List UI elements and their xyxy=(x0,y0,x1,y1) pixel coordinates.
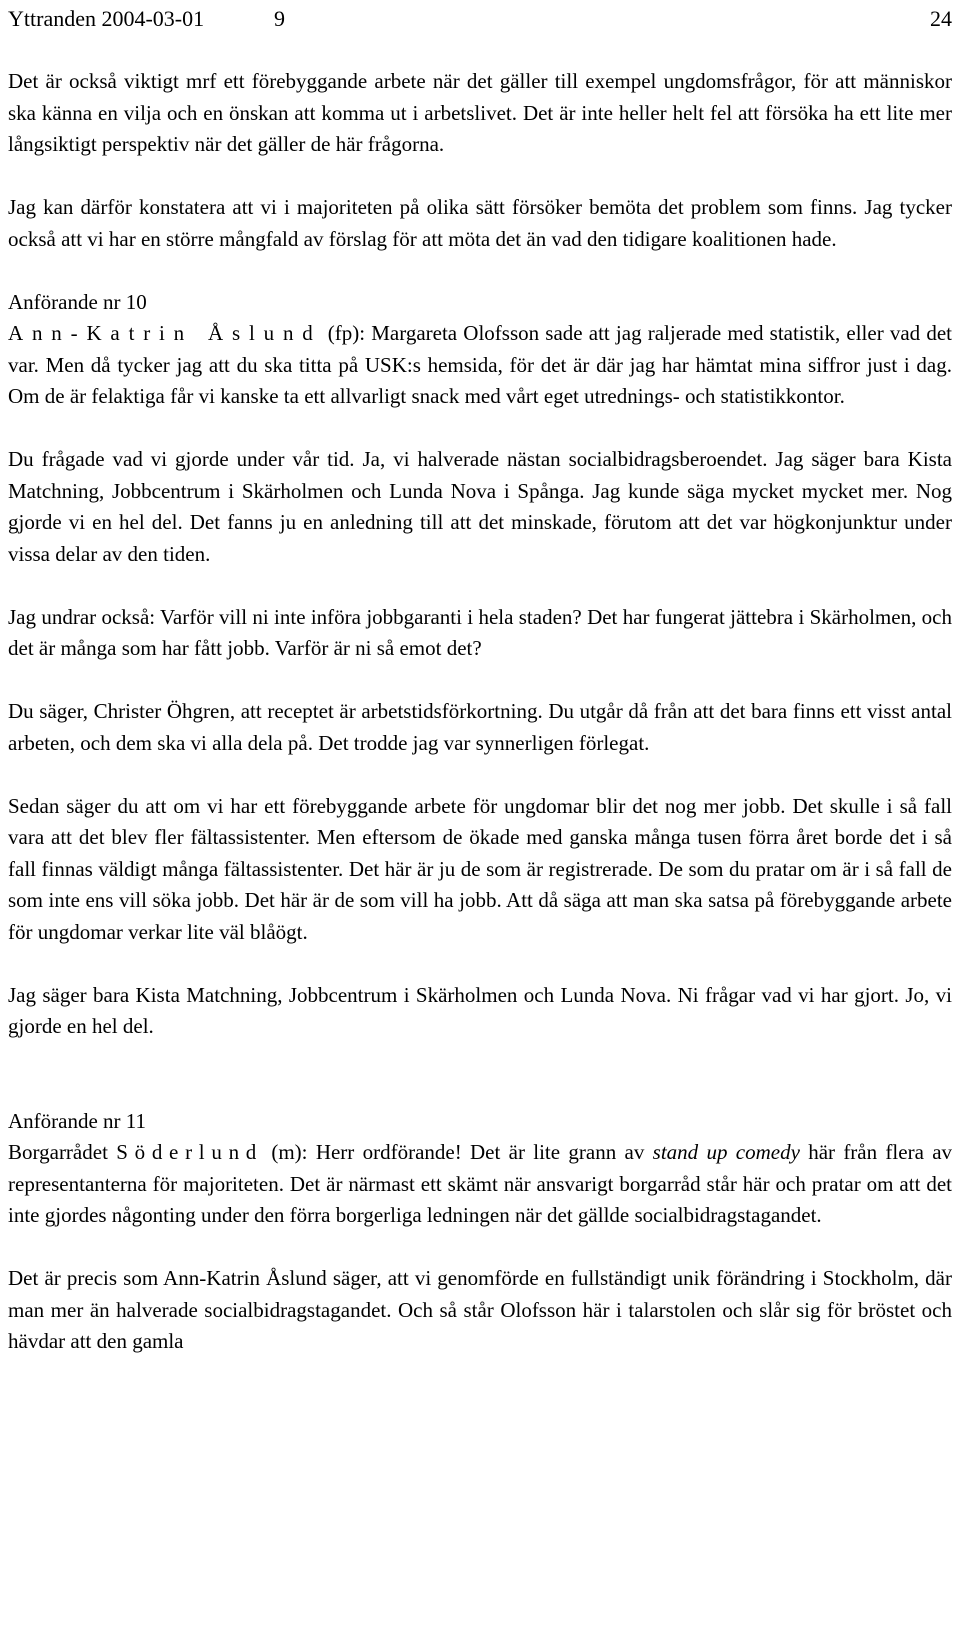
speech-11-paragraph-2: Det är precis som Ann-Katrin Åslund säger, att vi genomförde en fullständigt unik förändring i Stockholm, där man mer än halverade socialbidragstagandet. Och så står Olofsson här i talarstolen och slår sig för bröstet och hävdar att den gamla xyxy=(8,1266,952,1353)
header-date: Yttranden 2004-03-01 xyxy=(8,6,205,31)
speech-10-party: (fp): xyxy=(321,321,372,345)
speech-10-paragraph-2: Du frågade vad vi gjorde under vår tid. Ja, vi halverade nästan socialbidragsberoendet. Jag säger bara Kista Matchning, Jobbcentrum i Skärholmen och Lunda Nova i Spånga. Jag kunde säga mycket mycket mer. Nog gjorde vi en hel del. Det fanns ju en anledning till att det minskade, förutom att det var högkonjunktur under vissa delar av den tiden. xyxy=(8,447,952,566)
speech-10-paragraph-3: Jag undrar också: Varför vill ni inte införa jobbgaranti i hela staden? Det har fungerat jättebra i Skärholmen, och det är många som har fått jobb. Varför är ni så emot det? xyxy=(8,604,952,660)
speech-11-text-1b: här från flera av representanterna för majoriteten. Det är närmast ett skämt när ansvarigt borgarråd står här och pratar om att det inte gjordes någonting under den förra borgerliga ledningen när det gällde socialbidragstagandet. xyxy=(8,1140,953,1227)
speech-11-speaker: Söderlund xyxy=(116,1140,264,1164)
document-body xyxy=(8,66,952,1358)
speech-11-text-1a: Herr ordförande! Det är lite grann av xyxy=(315,1140,653,1164)
speech-10-text-1: Margareta Olofsson sade att jag raljerade med statistik, eller vad det var. Men då tycker jag att du ska titta på USK:s hemsida, för det är där jag har hämtat mina siffror just i dag. Om de är felaktiga får vi kanske ta ett allvarligt snack med vårt eget utrednings- och statistikkontor. xyxy=(8,321,953,408)
header-page-number: 9 xyxy=(274,6,285,31)
speech-10-paragraph-5: Sedan säger du att om vi har ett förebyggande arbete för ungdomar blir det nog mer jobb. Det skulle i så fall vara att det blev fler fältassistenter. Men eftersom de ökade med ganska många tusen förra året borde det i så fall finnas väldigt många fältassistenter. Det här är ju de som är registrerade. De som du pratar om är i så fall de som inte ens vill söka jobb. Det här är de som vill ha jobb. Att då säga att man ska satsa på förebyggande arbete för ungdomar verkar lite väl blåögt. xyxy=(8,793,952,944)
paragraph-conclusion: Jag kan därför konstatera att vi i majoriteten på olika sätt försöker bemöta det problem som finns. Jag tycker också att vi har en större mångfald av förslag för att möta det än vad den tidigare koalitionen hade. xyxy=(8,195,952,251)
page-header xyxy=(8,2,952,36)
speech-10-paragraph-4: Du säger, Christer Öhgren, att receptet är arbetstidsförkortning. Du utgår då från att det bara finns ett visst antal arbeten, och dem ska vi alla dela på. Det trodde jag var synnerligen förlegat. xyxy=(8,699,952,755)
speech-11-title: Borgarrådet xyxy=(8,1140,117,1164)
speech-10-heading: Anförande nr 10 xyxy=(8,289,147,314)
speech-11-italic-phrase: stand up comedy xyxy=(652,1140,800,1164)
paragraph-intro: Det är också viktigt mrf ett förebyggande arbete när det gäller till exempel ungdomsfrågor, för att människor ska känna en vilja och en önskan att komma ut i arbetslivet. Det är inte heller helt fel att försöka ha ett lite mer långsiktigt perspektiv när det gäller de här frågorna. xyxy=(8,69,952,156)
speech-11-party: (m): xyxy=(263,1140,316,1164)
speech-10-paragraph-1 xyxy=(8,318,952,413)
speech-10-paragraph-6: Jag säger bara Kista Matchning, Jobbcentrum i Skärholmen och Lunda Nova. Ni frågar vad vi har gjort. Jo, vi gjorde en hel del. xyxy=(8,982,952,1038)
speech-11-heading: Anförande nr 11 xyxy=(8,1108,147,1133)
speech-10-speaker: Ann-Katrin Åslund xyxy=(8,321,322,345)
header-folio: 24 xyxy=(930,6,952,31)
speech-11-paragraph-1 xyxy=(8,1137,952,1232)
